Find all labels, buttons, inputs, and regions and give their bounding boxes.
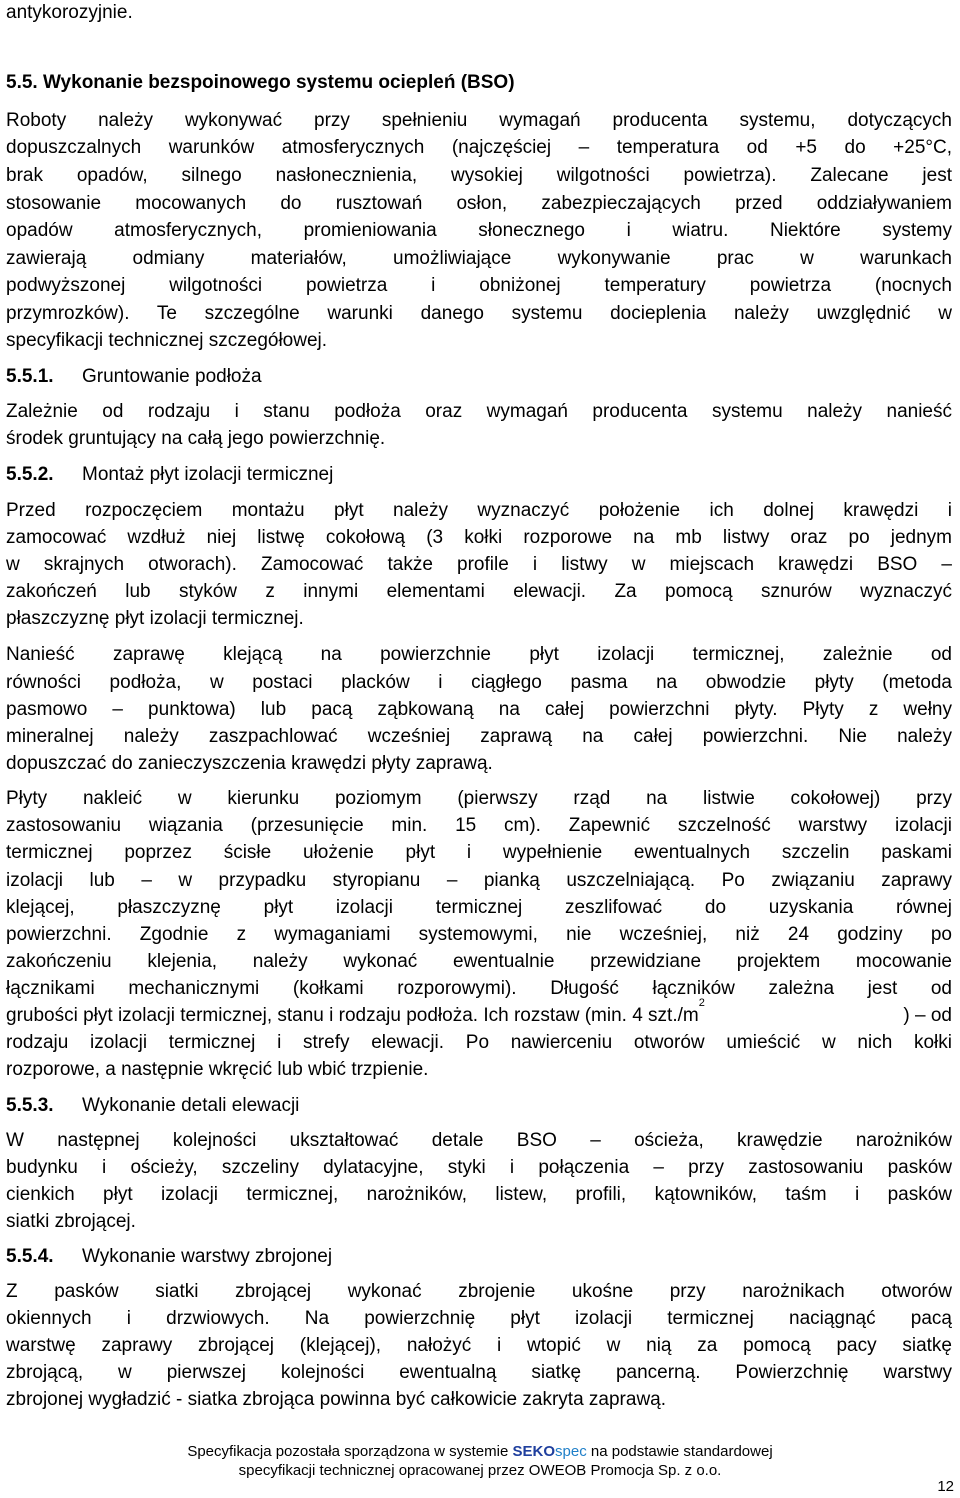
text-line: specyfikacji technicznej szczegółowej. <box>6 330 328 351</box>
subsection-number: 5.5.3. <box>6 1095 54 1116</box>
text-line: zakończeń lub styków z innymi elementami elewacji. Za pomocą sznurów wyznaczyć <box>6 581 952 602</box>
brand-logo-seko: SEKO <box>512 1443 556 1460</box>
text-line: przymrozków). Te szczególne warunki danego systemu docieplenia należy uwzględnić w <box>6 303 952 324</box>
subsection-heading-5-5-4 <box>6 1244 332 1270</box>
page-footer <box>0 1442 960 1480</box>
text-line: dopuszczalnych warunków atmosferycznych (najczęściej – temperatura od +5 do +25°C, <box>6 137 952 158</box>
text-line: pasmowo – punktowa) lub pacą ząbkowaną na całej powierzchni płyty. Płyty z wełny <box>6 699 952 720</box>
subsection-number: 5.5.4. <box>6 1246 54 1267</box>
text-line: łącznikami mechanicznymi (kołkami rozporowymi). Długość łączników zależna jest od <box>6 978 952 999</box>
footer-text: na podstawie standardowej <box>586 1443 773 1460</box>
text-line: zastosowaniu wiązania (przesunięcie min. 15 cm). Zapewnić szczelność warstwy izolacji <box>6 815 952 836</box>
text-line: klejącej, płaszczyznę płyt izolacji termicznej zeszlifować do uzyskania równej <box>6 897 952 918</box>
text-fragment: ) – od <box>903 1005 952 1026</box>
text-line-top: antykorozyjnie. <box>6 2 133 23</box>
text-line: zakończeniu klejenia, należy wykonać ewentualnie przewidziane projektem mocowanie <box>6 951 952 972</box>
text-line <box>6 997 952 1029</box>
text-line: rodzaju izolacji termicznej i strefy elewacji. Po nawierceniu otworów umieścić w nich kołki <box>6 1032 952 1053</box>
text-fragment: grubości płyt izolacji termicznej, stanu i rodzaju podłoża. Ich rozstaw (min. 4 szt./m <box>6 1005 699 1026</box>
page-number: 12 <box>937 1478 954 1495</box>
text-line: opadów atmosferycznych, promieniowania słonecznego i wiatru. Niektóre systemy <box>6 220 952 241</box>
text-line: Roboty należy wykonywać przy spełnieniu wymagań producenta systemu, dotyczących <box>6 110 952 131</box>
text-line: budynku i ościeży, szczeliny dylatacyjne, styki i połączenia – przy zastosowaniu pasków <box>6 1157 952 1178</box>
text-line: powierzchni. Zgodnie z wymaganiami systemowymi, nie wcześniej, niż 24 godziny po <box>6 924 952 945</box>
subsection-heading-5-5-2 <box>6 462 333 488</box>
text-line: w skrajnych otworach). Zamocować także profile i listwy w miejscach krawędzi BSO – <box>6 554 952 575</box>
text-line: równości podłoża, w postaci placków i ciągłego pasma na obwodzie płyty (metoda <box>6 672 952 693</box>
text-line: podwyższonej wilgotności powietrza i obniżonej temperatury powietrza (nocnych <box>6 275 952 296</box>
subsection-title: Montaż płyt izolacji termicznej <box>82 464 334 485</box>
text-line: zbrojącą, w pierwszej kolejności ewentualną siatkę pancerną. Powierzchnię warstwy <box>6 1362 952 1383</box>
text-line: izolacji lub – w przypadku styropianu – pianką uszczelniającą. Po związaniu zaprawy <box>6 870 952 891</box>
text-line: zbrojonej wygładzić - siatka zbrojąca powinna być całkowicie zakryta zaprawą. <box>6 1389 667 1410</box>
footer-text: Specyfikacja pozostała sporządzona w systemie <box>187 1443 513 1460</box>
text-line: Nanieść zaprawę klejącą na powierzchnie płyt izolacji termicznej, zależnie od <box>6 644 952 665</box>
text-line: mineralnej należy zaszpachlować wcześniej zaprawą na całej powierzchni. Nie należy <box>6 726 952 747</box>
text-line: Płyty nakleić w kierunku poziomym (pierwszy rząd na listwie cokołowej) przy <box>6 788 952 809</box>
text-line: okiennych i drzwiowych. Na powierzchnię płyt izolacji termicznej naciągnąć pacą <box>6 1308 952 1329</box>
superscript: 2 <box>698 997 705 1009</box>
text-line: brak opadów, silnego nasłonecznienia, wysokiej wilgotności powietrza). Zalecane jest <box>6 165 952 186</box>
text-line: warstwę zaprawy zbrojącej (klejącej), nałożyć i wtopić w nią za pomocą pacy siatkę <box>6 1335 952 1356</box>
subsection-number: 5.5.1. <box>6 366 54 387</box>
text-line: Przed rozpoczęciem montażu płyt należy wyznaczyć położenie ich dolnej krawędzi i <box>6 500 952 521</box>
text-line: rozporowe, a następnie wkręcić lub wbić trzpienie. <box>6 1059 429 1080</box>
text-line: zawierają odmiany materiałów, umożliwiające wykonywanie prac w warunkach <box>6 248 952 269</box>
text-line: termicznej poprzez ścisłe ułożenie płyt i wypełnienie ewentualnych szczelin paskami <box>6 842 952 863</box>
subsection-title: Wykonanie warstwy zbrojonej <box>82 1246 333 1267</box>
text-line: dopuszczać do zanieczyszczenia krawędzi płyty zaprawą. <box>6 753 493 774</box>
footer-line-2: specyfikacji technicznej opracowanej przez OWEOB Promocja Sp. z o.o. <box>238 1462 722 1479</box>
subsection-heading-5-5-3 <box>6 1093 299 1119</box>
text-line: W następnej kolejności ukształtować detale BSO – ościeża, krawędzie narożników <box>6 1130 952 1151</box>
subsection-heading-5-5-1 <box>6 364 262 390</box>
text-line: zamocować wzdłuż niej listwę cokołową (3 kołki rozporowe na mb listwy oraz po jednym <box>6 527 952 548</box>
subsection-title: Gruntowanie podłoża <box>82 366 262 387</box>
text-line: płaszczyznę płyt izolacji termicznej. <box>6 608 304 629</box>
text-line: Zależnie od rodzaju i stanu podłoża oraz wymagań producenta systemu należy nanieść <box>6 401 952 422</box>
text-line: Z pasków siatki zbrojącej wykonać zbrojenie ukośne przy narożnikach otworów <box>6 1281 952 1302</box>
text-line: siatki zbrojącej. <box>6 1211 136 1232</box>
section-heading-5-5: 5.5. Wykonanie bezspoinowego systemu ociepleń (BSO) <box>6 72 515 93</box>
text-line: cienkich płyt izolacji termicznej, narożników, listew, profili, kątowników, taśm i pasków <box>6 1184 952 1205</box>
subsection-number: 5.5.2. <box>6 464 54 485</box>
footer-line-1 <box>0 1442 960 1461</box>
subsection-title: Wykonanie detali elewacji <box>82 1095 300 1116</box>
text-line: stosowanie mocowanych do rusztowań osłon, zabezpieczających przed oddziaływaniem <box>6 193 952 214</box>
brand-logo-spec: spec <box>555 1443 587 1460</box>
text-line: środek gruntujący na całą jego powierzchnię. <box>6 428 386 449</box>
